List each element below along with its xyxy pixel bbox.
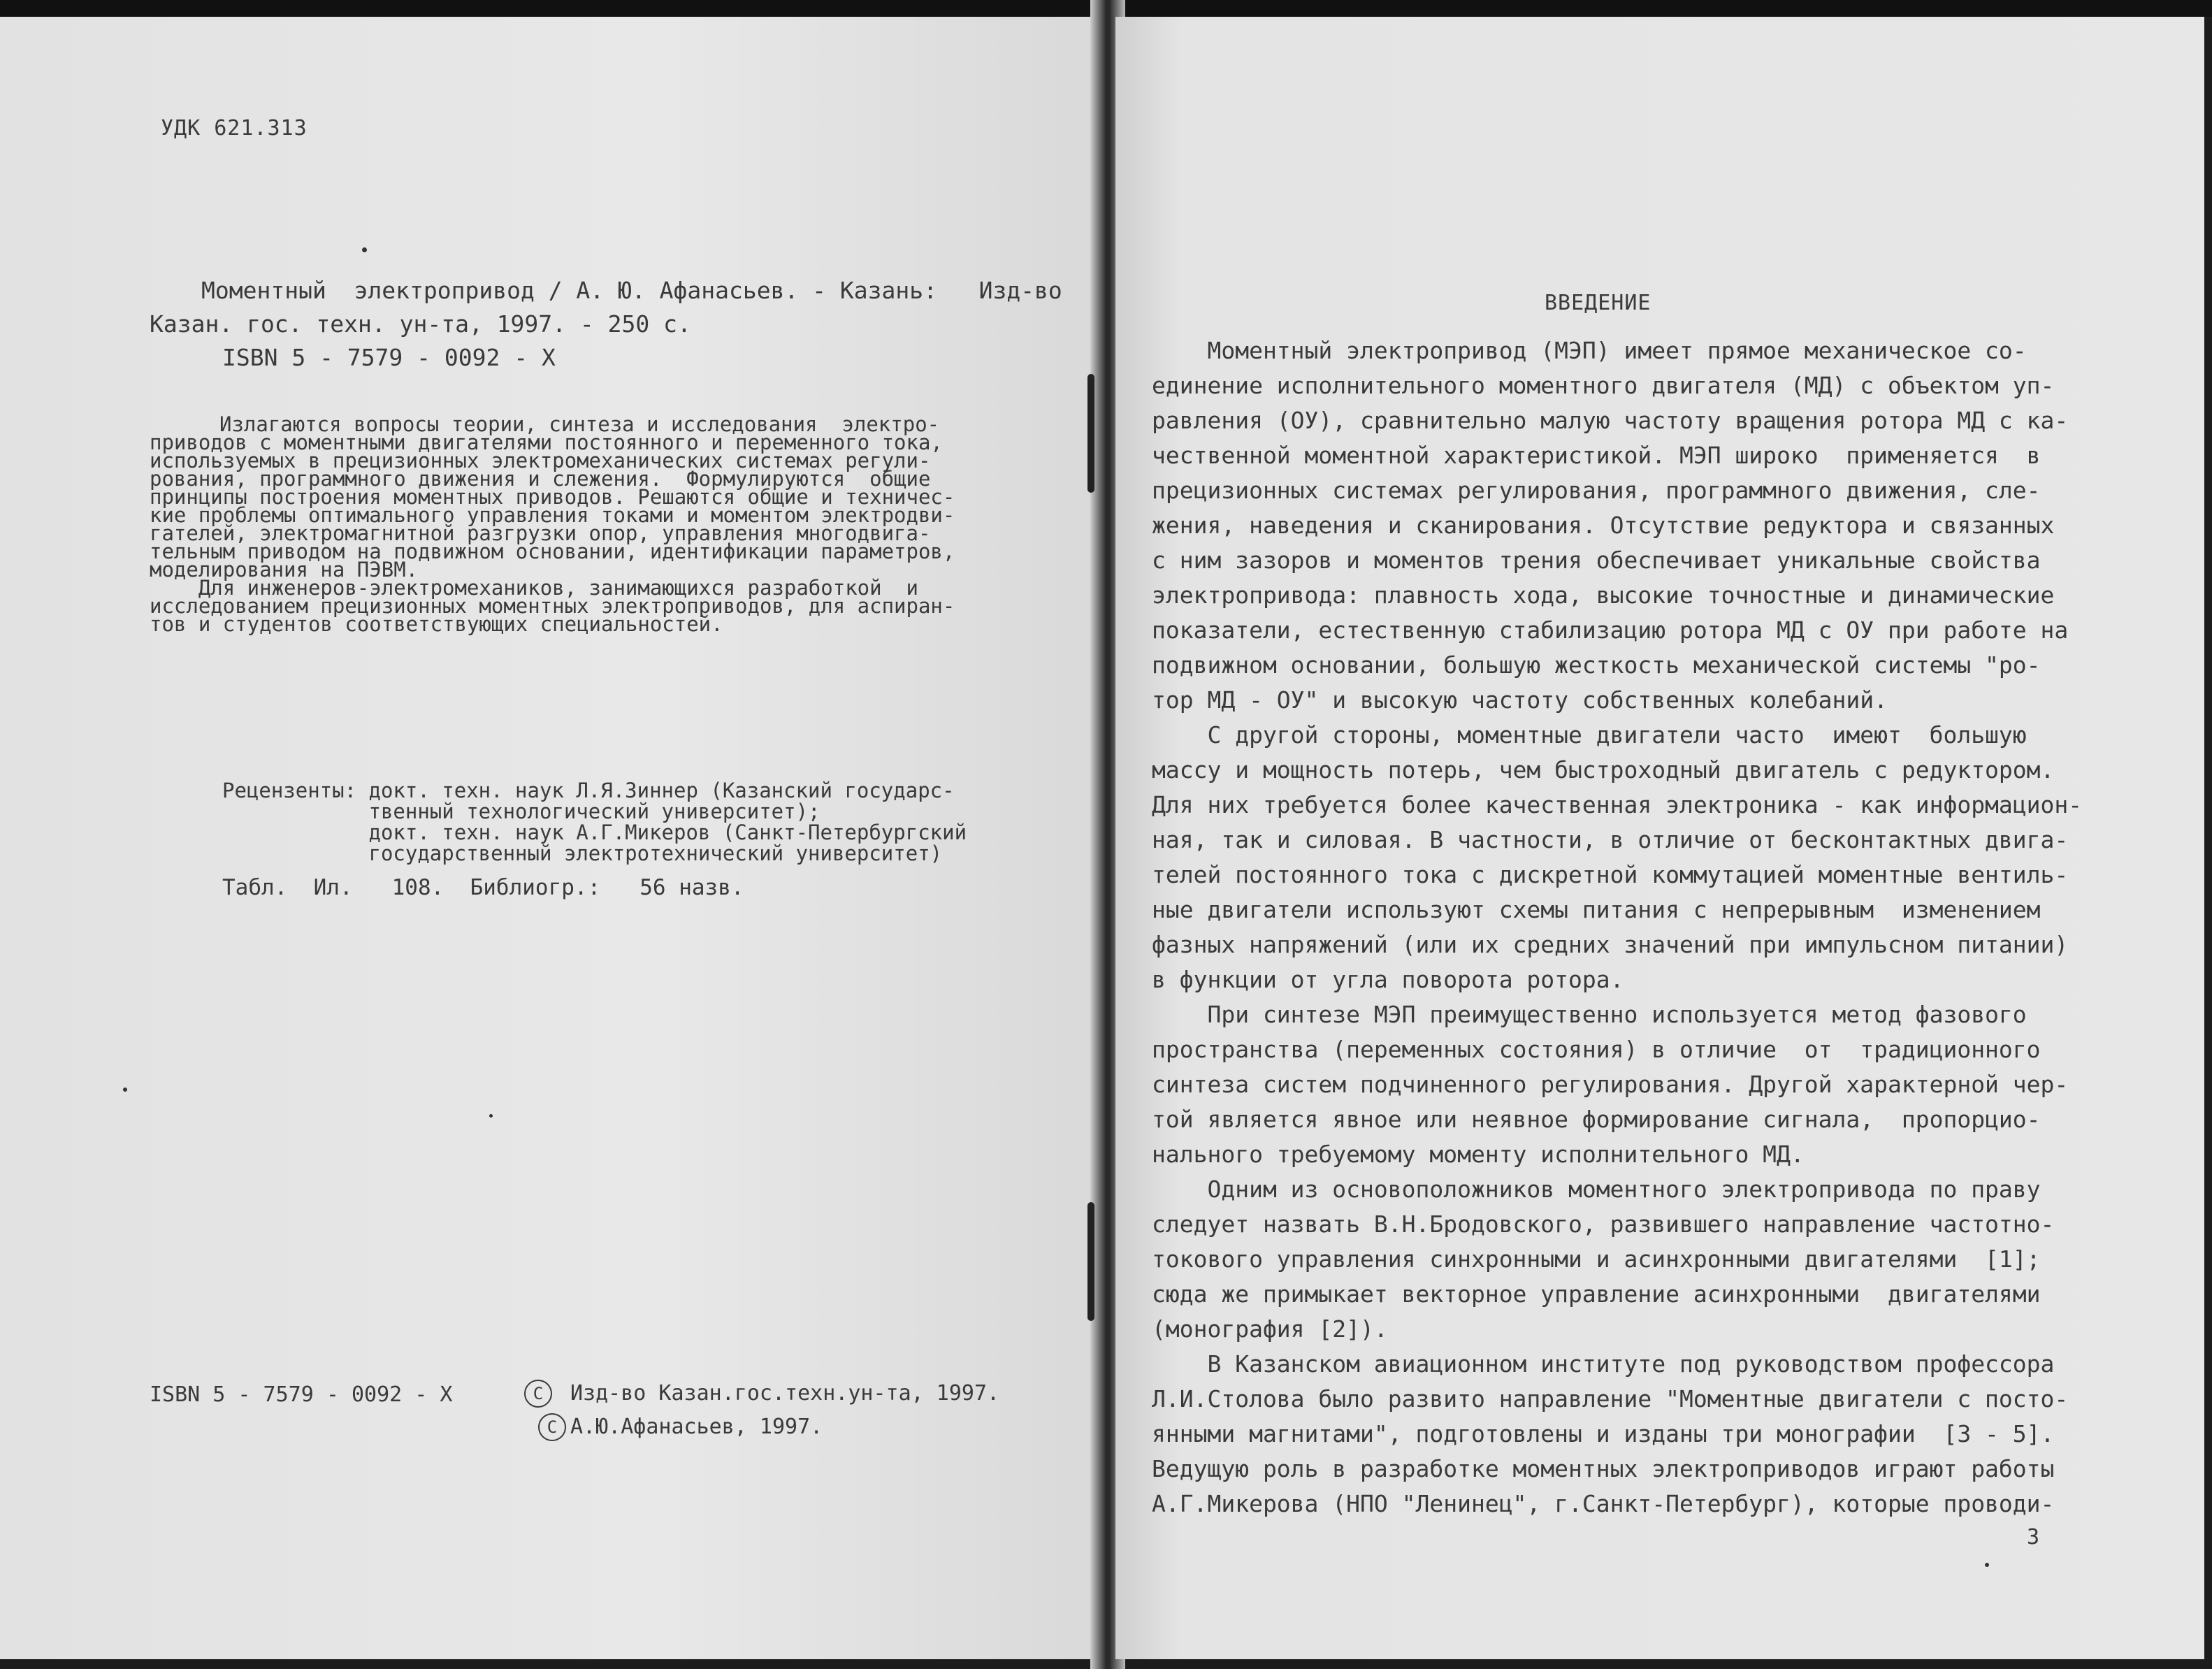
text-line: в функции от угла поворота ротора. xyxy=(1152,966,1624,993)
text-line: ные двигатели используют схемы питания с непрерывным изменением xyxy=(1152,896,2041,923)
text-line: (монография [2]). xyxy=(1152,1315,1388,1343)
abstract-line: принципы построения моментных приводов. Решаются общие и техничес- xyxy=(150,485,955,509)
ink-speck xyxy=(489,1114,493,1118)
abstract-line: рования, программного движения и слежения. Формулируются общие xyxy=(150,467,931,491)
text-line: Л.И.Столова было развито направление "Моментные двигатели с посто- xyxy=(1152,1385,2069,1412)
ink-speck xyxy=(123,1088,127,1092)
abstract-line: тов и студентов соответствующих специальностей. xyxy=(150,612,723,636)
text-line: В Казанском авиационном институте под руководством профессора xyxy=(1152,1350,2055,1378)
text-line: следует назвать В.Н.Бродовского, развившего направление частотно- xyxy=(1152,1211,2055,1238)
ink-speck xyxy=(1985,1563,1989,1567)
text-line: телей постоянного тока с дискретной коммутацией моментные вентиль- xyxy=(1152,861,2069,888)
left-page xyxy=(0,17,1103,1659)
text-line: чественной моментной характеристикой. МЭП широко применяется в xyxy=(1152,442,2041,469)
isbn-bottom: ISBN 5 - 7579 - 0092 - X xyxy=(150,1382,453,1407)
text-line: электропривода: плавность хода, высокие точностные и динамические xyxy=(1152,581,2055,609)
bibliographic-isbn: ISBN 5 - 7579 - 0092 - X xyxy=(222,344,556,371)
abstract-line: моделирования на ПЭВМ. xyxy=(150,558,419,581)
text-line: Одним из основоположников моментного электропривода по праву xyxy=(1152,1176,2041,1203)
text-line: пространства (переменных состояния) в отличие от традиционного xyxy=(1152,1036,2041,1063)
abstract-line: гателей, электромагнитной разгрузки опор, управления многодвига- xyxy=(150,521,931,545)
ink-speck xyxy=(362,247,367,252)
text-line: С другой стороны, моментные двигатели часто имеют большую xyxy=(1152,721,2027,749)
text-line: фазных напряжений (или их средних значений при импульсном питании) xyxy=(1152,931,2069,958)
text-line: показатели, естественную стабилизацию ротора МД с ОУ при работе на xyxy=(1152,616,2069,644)
text-line: тор МД - ОУ" и высокую частоту собственных колебаний. xyxy=(1152,686,1888,714)
reviewer-line: докт. техн. наук А.Г.Микеров (Санкт-Петербургский xyxy=(222,821,967,844)
abstract-line: тельным приводом на подвижном основании, идентификации параметров, xyxy=(150,540,955,563)
abstract-line: Для инженеров-электромехаников, занимающихся разработкой и xyxy=(150,576,918,600)
text-line: сюда же примыкает векторное управление асинхронными двигателями xyxy=(1152,1280,2041,1308)
text-line: с ним зазоров и моментов трения обеспечивает уникальные свойства xyxy=(1152,547,2041,574)
text-line: ная, так и силовая. В частности, в отличие от бесконтактных двига- xyxy=(1152,826,2069,853)
text-line: Для них требуется более качественная электроника - как информацион- xyxy=(1152,791,2083,818)
abstract-line: исследованием прецизионных моментных электроприводов, для аспиран- xyxy=(150,594,955,618)
copyright-publisher: Изд-во Казан.гос.техн.ун-та, 1997. xyxy=(570,1381,1000,1406)
tables-figures-count: Табл. Ил. 108. Библиогр.: 56 назв. xyxy=(222,875,744,900)
page-number: 3 xyxy=(2027,1525,2040,1549)
text-line: массу и мощность потерь, чем быстроходный двигатель с редуктором. xyxy=(1152,756,2055,783)
abstract-line: кие проблемы оптимального управления токами и моментом электродви- xyxy=(150,503,955,527)
text-line: нального требуемому моменту исполнительного МД. xyxy=(1152,1141,1805,1168)
copyright-author: А.Ю.Афанасьев, 1997. xyxy=(570,1415,823,1439)
text-line: янными магнитами", подготовлены и изданы три монографии [3 - 5]. xyxy=(1152,1420,2055,1447)
text-line: При синтезе МЭП преимущественно используется метод фазового xyxy=(1152,1001,2027,1028)
text-line: прецизионных системах регулирования, программного движения, сле- xyxy=(1152,477,2041,504)
copyright-symbol-1: С xyxy=(524,1380,552,1408)
text-line: той является явное или неявное формирование сигнала, пропорцио- xyxy=(1152,1106,2041,1133)
staple xyxy=(1087,1202,1094,1321)
reviewer-line: государственный электротехнический университет) xyxy=(222,841,943,865)
abstract-line: Излагаются вопросы теории, синтеза и исследования электро- xyxy=(219,412,940,436)
text-line: подвижном основании, большую жесткость механической системы "ро- xyxy=(1152,651,2041,679)
abstract-line: приводов с моментными двигателями постоянного и переменного тока, xyxy=(150,431,943,454)
bibliographic-line-1: Моментный электропривод / А. Ю. Афанасьев. - Казань: Изд-во xyxy=(201,277,1062,304)
text-line: А.Г.Микерова (НПО "Ленинец", г.Санкт-Петербург), которые проводи- xyxy=(1152,1490,2055,1517)
reviewer-line: твенный технологический университет); xyxy=(222,800,821,823)
reviewer-line: Рецензенты: докт. техн. наук Л.Я.Зиннер (Казанский государс- xyxy=(222,779,955,802)
bibliographic-line-2: Казан. гос. техн. ун-та, 1997. - 250 с. xyxy=(150,310,691,338)
abstract-line: используемых в прецизионных электромеханических системах регули- xyxy=(150,449,931,472)
text-line: Ведущую роль в разработке моментных электроприводов играют работы xyxy=(1152,1455,2055,1482)
staple xyxy=(1087,374,1094,493)
text-line: жения, наведения и сканирования. Отсутствие редуктора и связанных xyxy=(1152,512,2055,539)
udk-code: УДК 621.313 xyxy=(161,116,308,140)
copyright-symbol-2: С xyxy=(538,1413,566,1441)
right-page xyxy=(1115,17,2204,1659)
text-line: единение исполнительного моментного двигателя (МД) с объектом уп- xyxy=(1152,372,2055,399)
text-line: синтеза систем подчиненного регулирования. Другой характерной чер- xyxy=(1152,1071,2069,1098)
text-line: Моментный электропривод (МЭП) имеет прямое механическое со- xyxy=(1152,337,2027,364)
text-line: равления (ОУ), сравнительно малую частоту вращения ротора МД с ка- xyxy=(1152,407,2069,434)
section-heading: ВВЕДЕНИЕ xyxy=(1545,291,1651,315)
text-line: токового управления синхронными и асинхронными двигателями [1]; xyxy=(1152,1245,2041,1273)
